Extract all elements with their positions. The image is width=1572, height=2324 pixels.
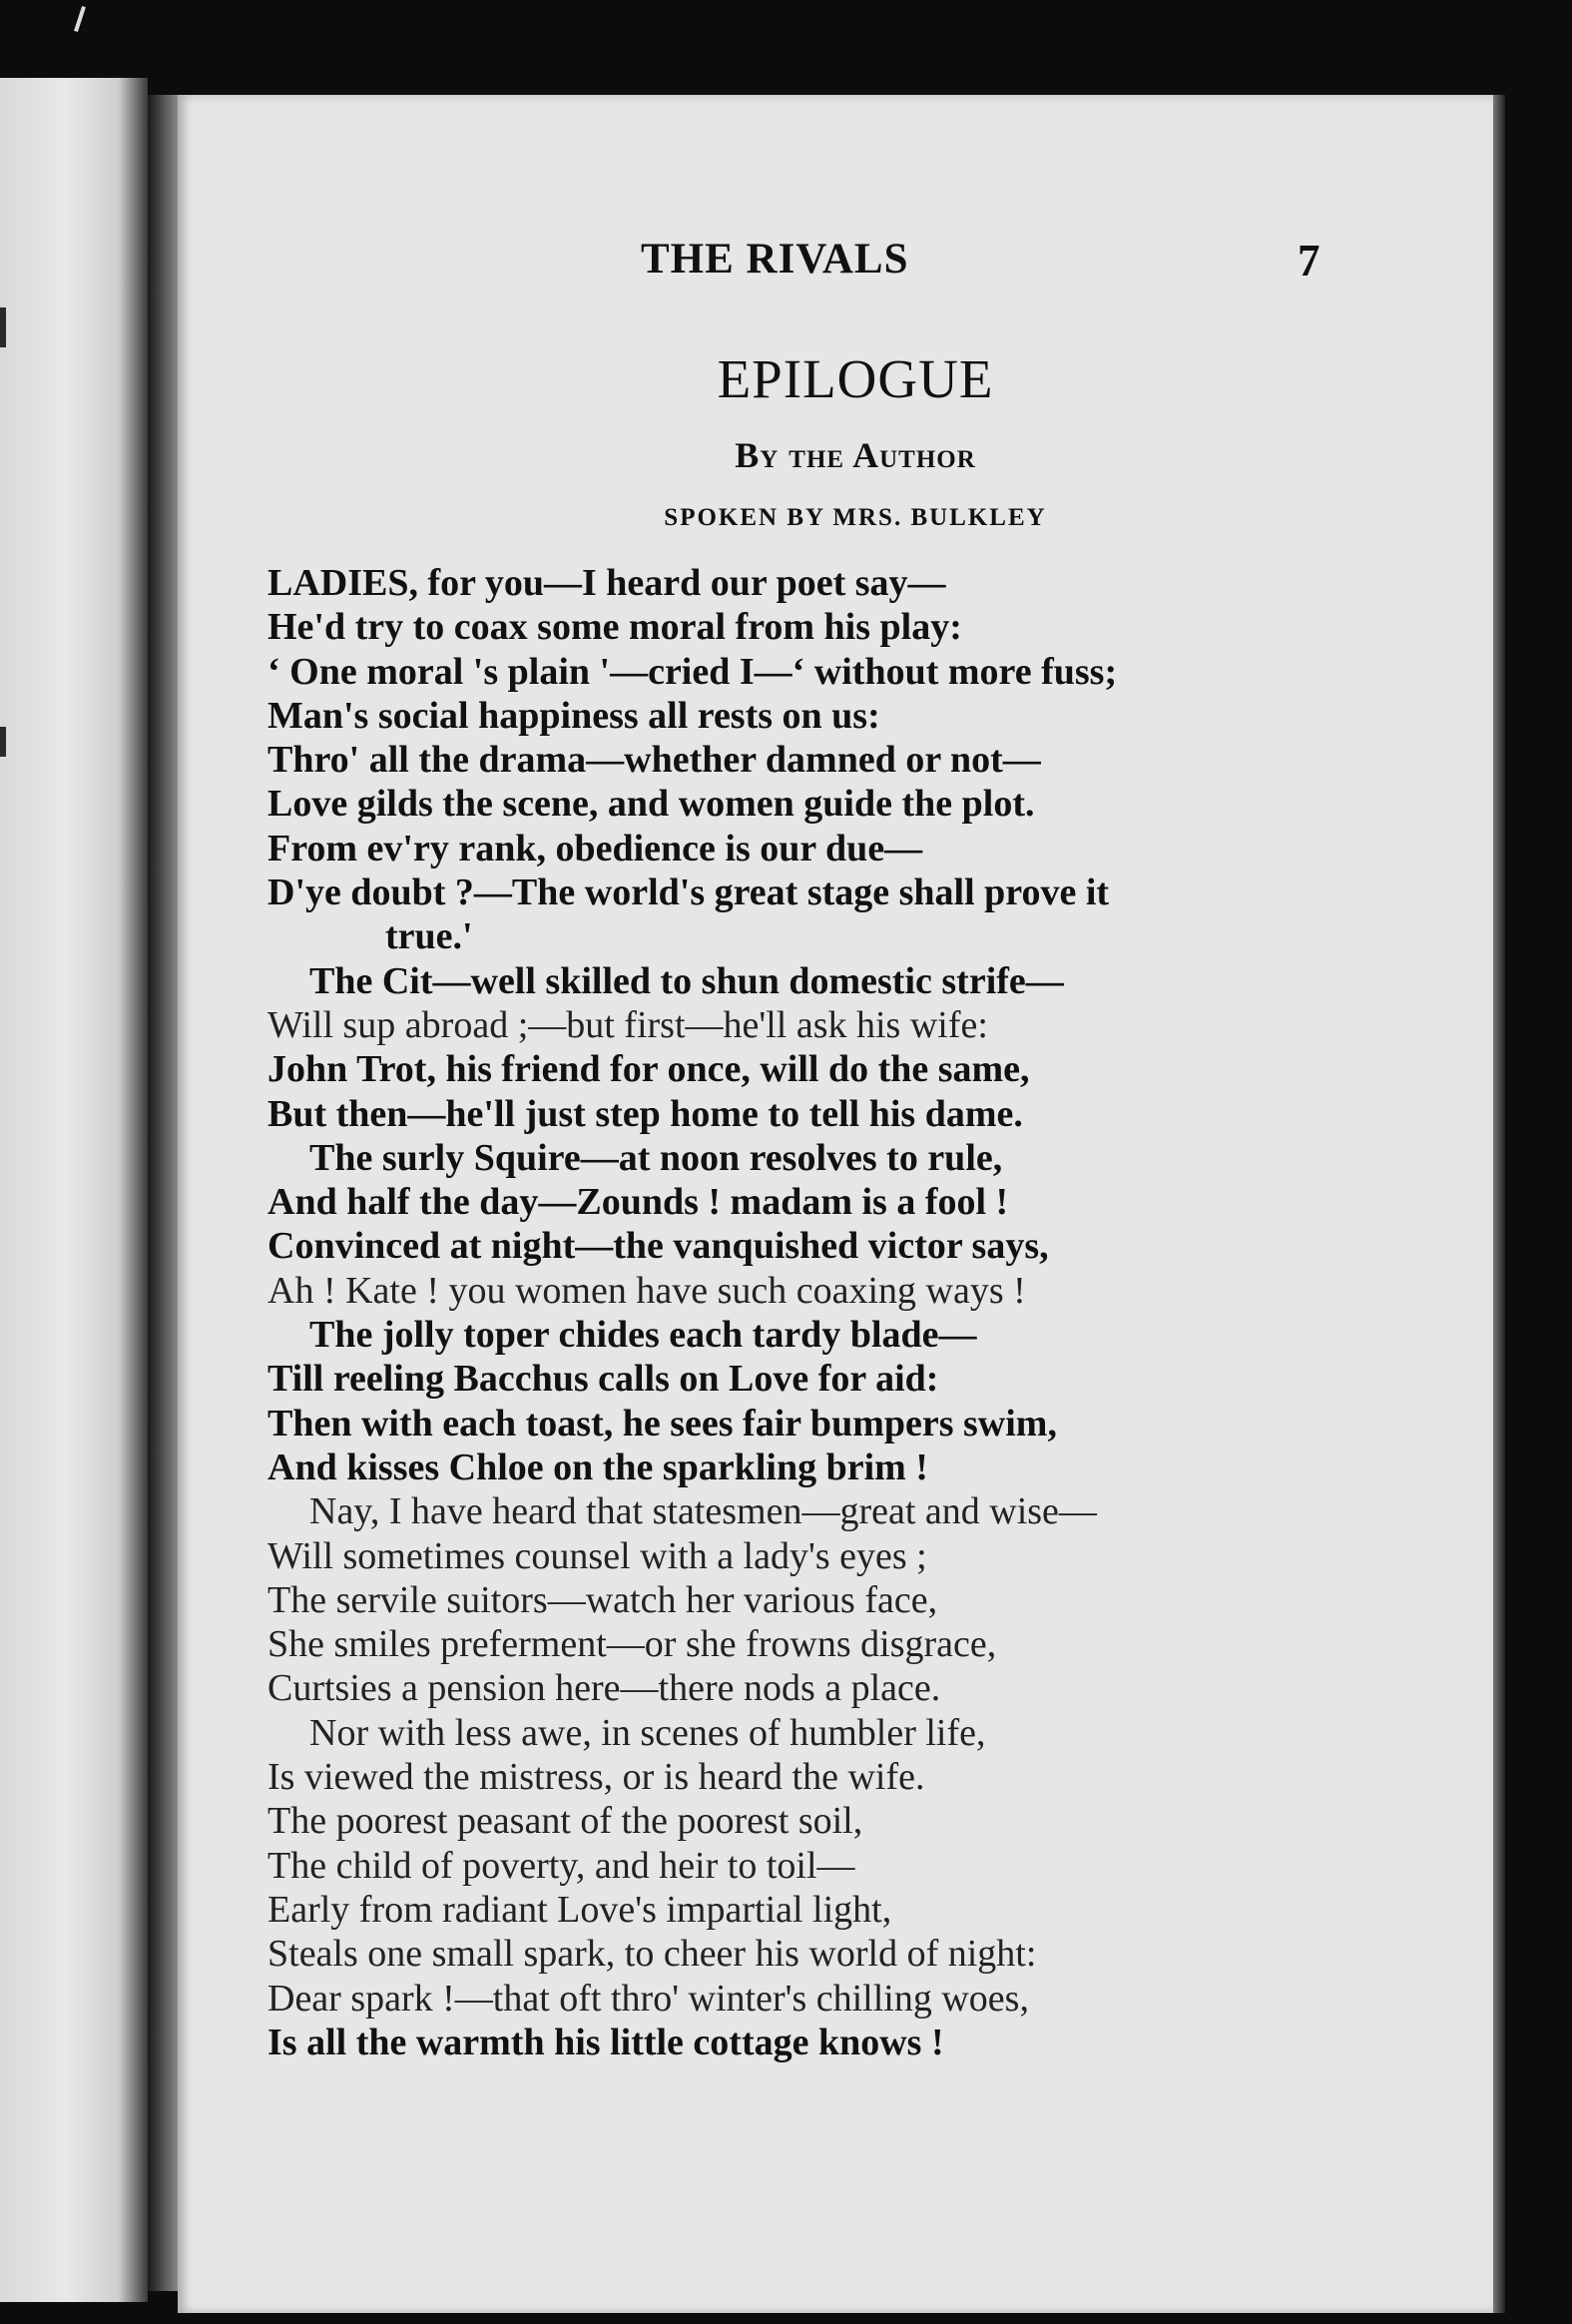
book-gutter — [148, 95, 178, 2291]
speaker-credit: SPOKEN BY MRS. BULKLEY — [664, 504, 1047, 531]
running-title: THE RIVALS — [641, 236, 909, 283]
poem-line: ‘ One moral 's plain '—cried I—‘ without more fuss; — [267, 650, 1118, 693]
poem-line-continuation: true.' — [385, 915, 473, 958]
poem-stanza-start: The Cit—well skilled to shun domestic strife— — [309, 959, 1064, 1002]
byline: By the Author — [735, 435, 976, 475]
poem-line: From ev'ry rank, obedience is our due— — [267, 827, 923, 870]
poem-line: John Trot, his friend for once, will do the same, — [267, 1048, 1030, 1091]
poem-line: Then with each toast, he sees fair bumpers swim, — [267, 1402, 1057, 1445]
poem-line: Convinced at night—the vanquished victor says, — [267, 1225, 1049, 1268]
page-edge-mark — [0, 727, 6, 757]
poem-stanza-start: Nay, I have heard that statesmen—great and wise— — [309, 1490, 1097, 1533]
poem-line: Is all the warmth his little cottage knows ! — [267, 2021, 944, 2063]
adjacent-page-edge — [0, 78, 148, 2302]
book-page — [178, 95, 1493, 2313]
page-number: 7 — [1298, 236, 1320, 286]
poem-line: Will sup abroad ;—but first—he'll ask his wife: — [267, 1003, 988, 1046]
poem-line: Is viewed the mistress, or is heard the wife. — [267, 1756, 925, 1799]
poem-line: Love gilds the scene, and women guide the plot. — [267, 783, 1035, 826]
poem-line: The poorest peasant of the poorest soil, — [267, 1800, 863, 1843]
page-header — [178, 235, 1493, 294]
poem-body — [267, 561, 1465, 2064]
poem-line: Till reeling Bacchus calls on Love for aid: — [267, 1358, 939, 1401]
poem-line: Man's social happiness all rests on us: — [267, 694, 880, 737]
poem-line: The servile suitors—watch her various face, — [267, 1578, 938, 1621]
poem-stanza-start: The surly Squire—at noon resolves to rule, — [309, 1136, 1003, 1179]
poem-line: Early from radiant Love's impartial light, — [267, 1888, 892, 1931]
poem-line: Dear spark !—that oft thro' winter's chilling woes, — [267, 1977, 1029, 2020]
poem-stanza-start: Nor with less awe, in scenes of humbler life, — [309, 1711, 986, 1754]
poem-line: She smiles preferment—or she frowns disgrace, — [267, 1623, 997, 1666]
poem-line: Ah ! Kate ! you women have such coaxing ways ! — [267, 1269, 1026, 1312]
poem-line: But then—he'll just step home to tell his dame. — [267, 1092, 1023, 1135]
poem-line: And half the day—Zounds ! madam is a fool ! — [267, 1181, 1009, 1224]
poem-line: Curtsies a pension here—there nods a place. — [267, 1667, 941, 1710]
section-title: EPILOGUE — [717, 348, 994, 409]
poem-line: Steals one small spark, to cheer his world of night: — [267, 1933, 1037, 1976]
poem-line: D'ye doubt ?—The world's great stage shall prove it — [267, 872, 1110, 914]
page-edge-mark — [0, 307, 6, 347]
poem-line: The child of poverty, and heir to toil— — [267, 1844, 855, 1887]
poem-line: LADIES, for you—I heard our poet say— — [267, 562, 946, 604]
film-scratch-mark — [74, 6, 86, 32]
poem-stanza-start: The jolly toper chides each tardy blade— — [309, 1314, 977, 1357]
page-right-edge — [1493, 95, 1505, 2313]
poem-line: And kisses Chloe on the sparkling brim ! — [267, 1446, 928, 1488]
poem-line: He'd try to coax some moral from his play: — [267, 606, 962, 649]
poem-line: Thro' all the drama—whether damned or not— — [267, 739, 1041, 782]
poem-line: Will sometimes counsel with a lady's eyes ; — [267, 1534, 927, 1577]
